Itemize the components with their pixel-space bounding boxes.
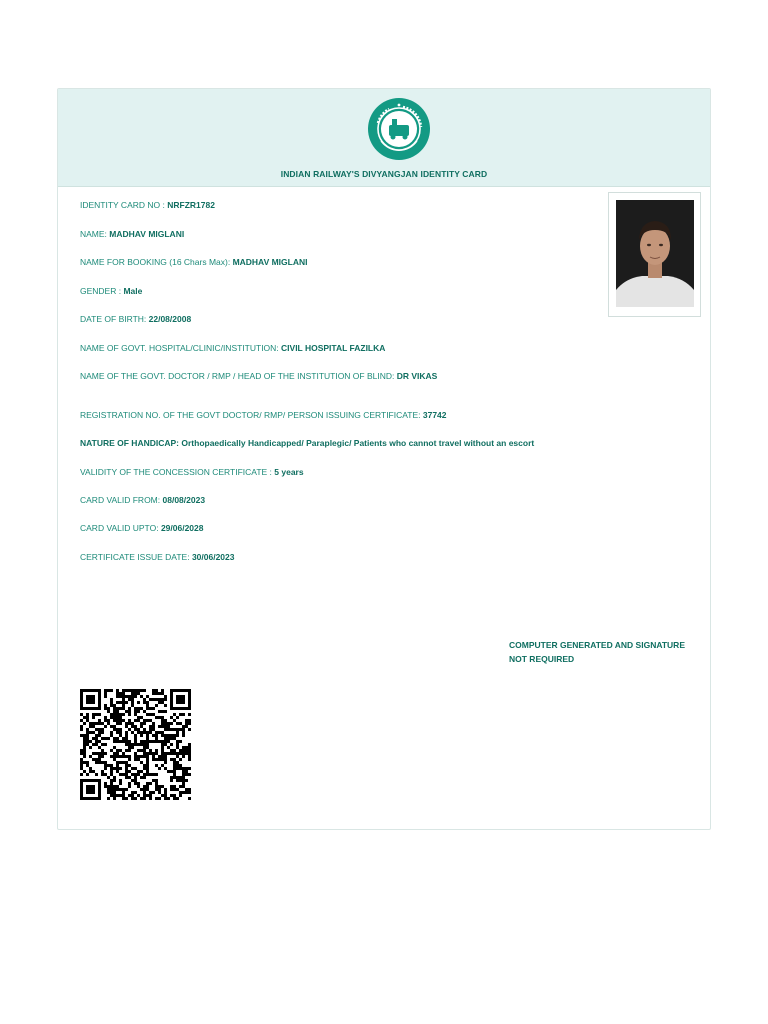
field-label: NAME OF GOVT. HOSPITAL/CLINIC/INSTITUTION: xyxy=(80,343,282,353)
field-value: 08/08/2023 xyxy=(162,495,206,505)
field-label: NAME: xyxy=(80,229,110,239)
indian-railways-emblem-icon xyxy=(367,97,431,161)
field-label: GENDER : xyxy=(80,286,124,296)
field-value: MADHAV MIGLANI xyxy=(232,257,308,267)
signature-note-line: NOT REQUIRED xyxy=(509,654,575,664)
holder-photo xyxy=(616,200,694,307)
hospital-row xyxy=(80,343,385,353)
booking-name-row xyxy=(80,257,307,267)
field-label: NAME FOR BOOKING (16 Chars Max): xyxy=(80,257,233,267)
field-value: 29/06/2028 xyxy=(160,523,204,533)
field-value: NRFZR1782 xyxy=(167,200,215,210)
date-of-birth-row xyxy=(80,314,191,324)
issue-date-row xyxy=(80,552,234,562)
field-label: CERTIFICATE ISSUE DATE: xyxy=(80,552,192,562)
field-value: DR VIKAS xyxy=(396,371,438,381)
field-value: Orthopaedically Handicapped/ Paraplegic/ Patients who cannot travel without an escort xyxy=(181,438,535,448)
validity-row xyxy=(80,467,304,477)
field-value: Male xyxy=(123,286,143,296)
field-label: CARD VALID FROM: xyxy=(80,495,163,505)
card-title: INDIAN RAILWAY'S DIVYANGJAN IDENTITY CARD xyxy=(280,169,488,179)
name-row xyxy=(80,229,184,239)
signature-note-line: COMPUTER GENERATED AND SIGNATURE xyxy=(509,640,685,650)
identity-card-no-row xyxy=(80,200,215,210)
registration-no-row xyxy=(80,410,447,420)
field-label: NAME OF THE GOVT. DOCTOR / RMP / HEAD OF THE INSTITUTION OF BLIND: xyxy=(80,371,397,381)
field-value: 22/08/2008 xyxy=(148,314,192,324)
field-value: 30/06/2023 xyxy=(191,552,235,562)
qr-code-icon xyxy=(80,689,191,800)
identity-card xyxy=(57,88,711,830)
nature-of-handicap-row xyxy=(80,438,534,448)
field-value: 37742 xyxy=(422,410,447,420)
field-label: REGISTRATION NO. OF THE GOVT DOCTOR/ RMP/ PERSON ISSUING CERTIFICATE: xyxy=(80,410,423,420)
card-header xyxy=(58,89,710,187)
gender-row xyxy=(80,286,142,296)
field-value: MADHAV MIGLANI xyxy=(109,229,185,239)
field-label: DATE OF BIRTH: xyxy=(80,314,149,324)
field-label: VALIDITY OF THE CONCESSION CERTIFICATE : xyxy=(80,467,275,477)
field-value: 5 years xyxy=(274,467,304,477)
doctor-row xyxy=(80,371,437,381)
field-label: IDENTITY CARD NO : xyxy=(80,200,168,210)
field-value: CIVIL HOSPITAL FAZILKA xyxy=(281,343,386,353)
signature-note xyxy=(509,638,699,666)
valid-from-row xyxy=(80,495,205,505)
valid-upto-row xyxy=(80,523,203,533)
field-label: CARD VALID UPTO: xyxy=(80,523,161,533)
field-label: NATURE OF HANDICAP: xyxy=(80,438,182,448)
photo-frame xyxy=(608,192,701,317)
